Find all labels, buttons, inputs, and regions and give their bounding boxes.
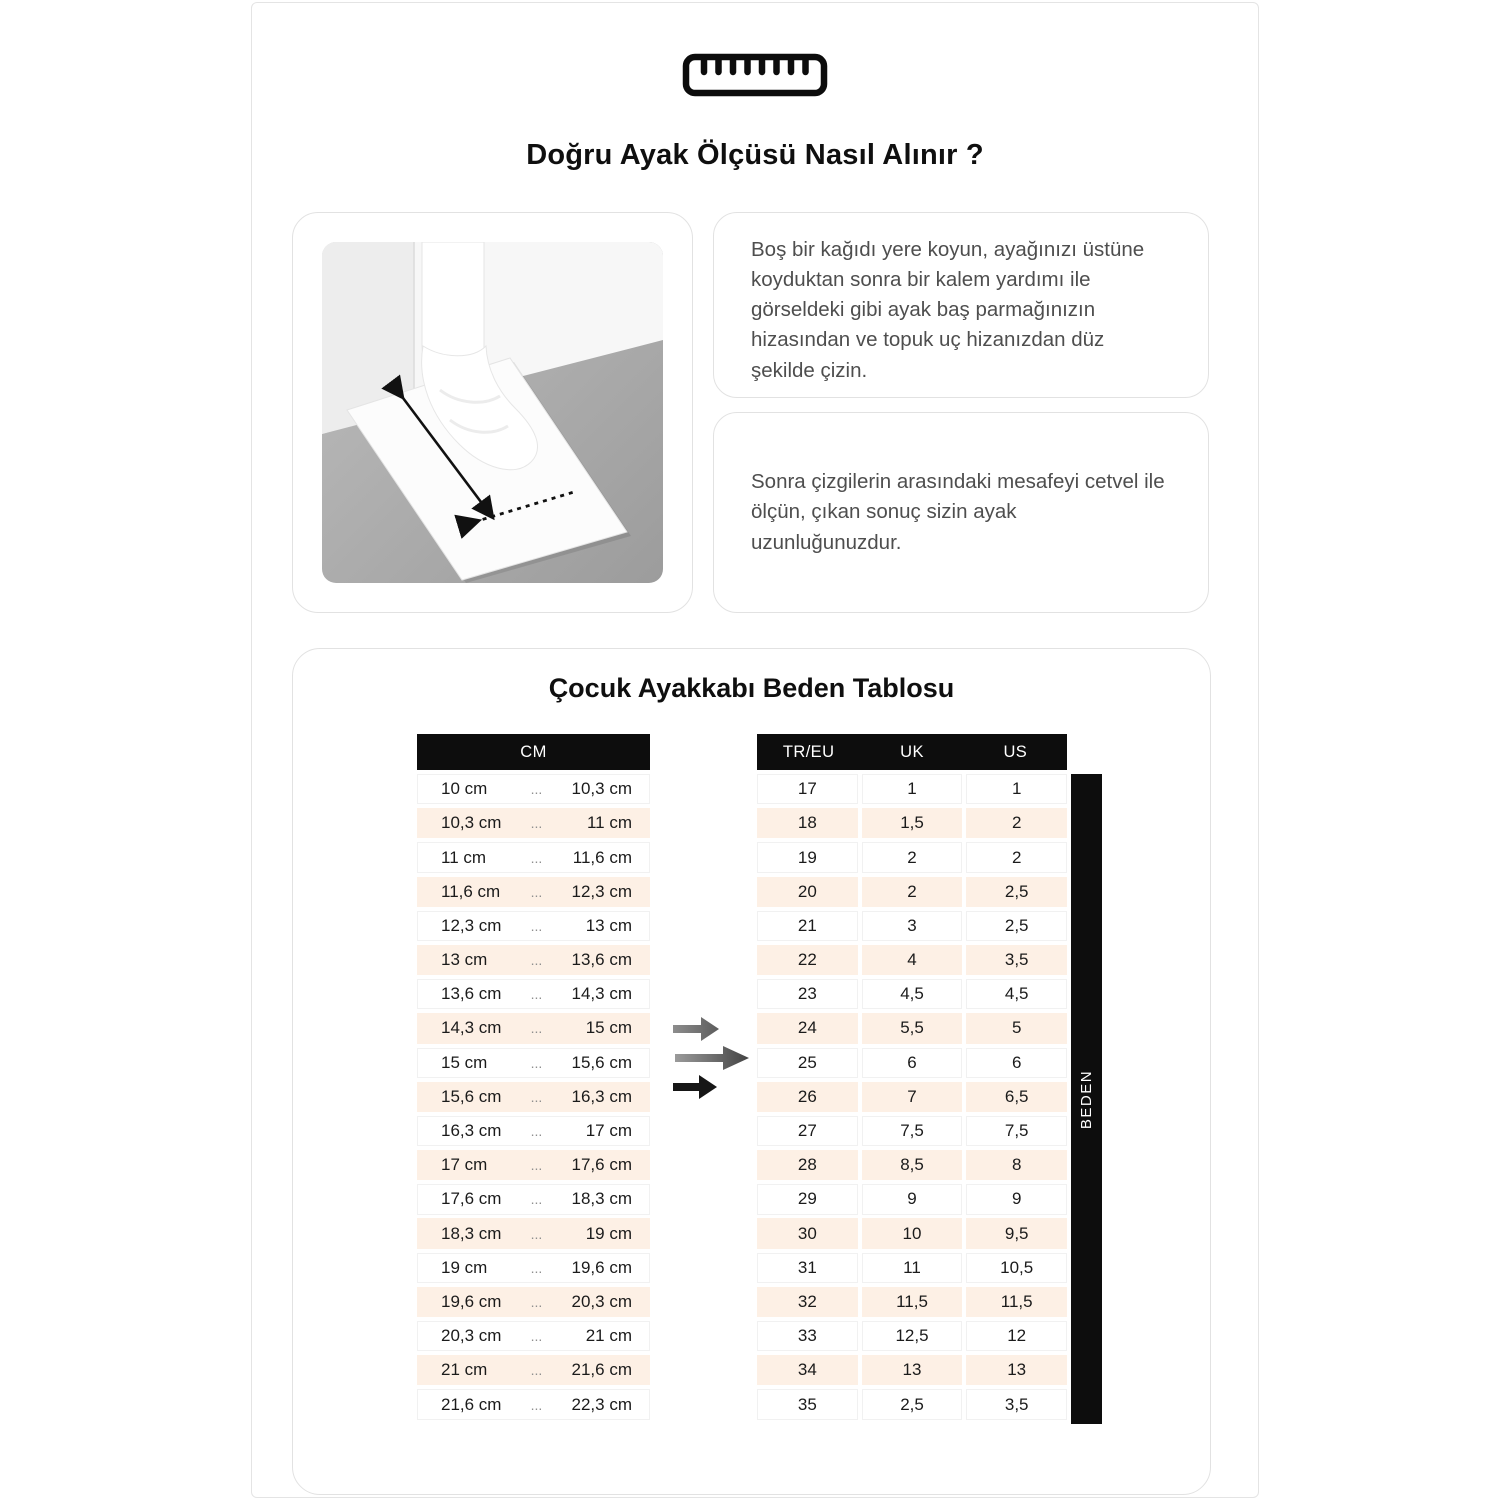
- size-table-body: [757, 774, 1067, 1420]
- size-uk-value: 5,5: [862, 1013, 963, 1043]
- cm-separator: ...: [530, 1191, 543, 1208]
- size-treu-value: 29: [757, 1184, 858, 1214]
- size-treu-value: 25: [757, 1048, 858, 1078]
- cm-max-value: 19 cm: [585, 1223, 632, 1243]
- size-uk-value: 2: [862, 877, 963, 907]
- size-uk-value: 7,5: [862, 1116, 963, 1146]
- size-table-row: [757, 911, 1067, 941]
- size-uk-value: 2,5: [862, 1389, 963, 1419]
- size-table-row: [757, 808, 1067, 838]
- size-table-row: [757, 1287, 1067, 1317]
- cm-min-value: 12,3 cm: [441, 915, 502, 935]
- size-table-row: [757, 1355, 1067, 1385]
- cm-separator: ...: [530, 1259, 543, 1276]
- cm-separator: ...: [530, 1293, 543, 1310]
- cm-max-value: 13 cm: [585, 915, 632, 935]
- size-treu-value: 20: [757, 877, 858, 907]
- foot-measurement-photo: [322, 242, 663, 583]
- size-us-value: 3,5: [966, 945, 1067, 975]
- size-table-row: [757, 1082, 1067, 1112]
- cm-separator: ...: [530, 781, 543, 798]
- cm-table-row: [417, 1048, 650, 1078]
- cm-table-row: [417, 1150, 650, 1180]
- size-table-row: [757, 1253, 1067, 1283]
- cm-separator: ...: [530, 952, 543, 969]
- cm-max-value: 15,6 cm: [571, 1052, 632, 1072]
- ruler-icon-wrap: [252, 53, 1258, 97]
- size-header-treu: TR/EU: [782, 742, 835, 761]
- size-us-value: 13: [966, 1355, 1067, 1385]
- cm-max-value: 11 cm: [586, 813, 632, 833]
- size-header-uk: UK: [900, 742, 924, 761]
- size-us-value: 5: [966, 1013, 1067, 1043]
- cm-min-value: 11 cm: [441, 847, 487, 867]
- size-treu-value: 35: [757, 1389, 858, 1419]
- cm-min-value: 21,6 cm: [441, 1394, 502, 1414]
- cm-table-row: [417, 1082, 650, 1112]
- size-us-value: 2: [966, 842, 1067, 872]
- size-uk-value: 11,5: [862, 1287, 963, 1317]
- cm-header-label: CM: [520, 742, 547, 761]
- cm-separator: ...: [530, 917, 543, 934]
- size-us-value: 6: [966, 1048, 1067, 1078]
- size-us-value: 4,5: [966, 979, 1067, 1009]
- cm-separator: ...: [530, 849, 543, 866]
- cm-separator: ...: [530, 1054, 543, 1071]
- cm-min-value: 17 cm: [441, 1155, 488, 1175]
- size-treu-value: 32: [757, 1287, 858, 1317]
- instruction-step-1: Boş bir kağıdı yere koyun, ayağınızı üstüne koyduktan sonra bir kalem yardımı ile görseldeki gibi ayak baş parmağınızın hizasından ve topuk uç hizanızdan düz şekilde çizin.: [751, 238, 1145, 382]
- size-table-row: [757, 1013, 1067, 1043]
- cm-max-value: 13,6 cm: [571, 950, 632, 970]
- size-us-value: 11,5: [966, 1287, 1067, 1317]
- cm-min-value: 16,3 cm: [441, 1121, 502, 1141]
- size-treu-value: 33: [757, 1321, 858, 1351]
- cm-separator: ...: [530, 883, 543, 900]
- cm-max-value: 16,3 cm: [571, 1086, 632, 1106]
- size-table-row: [757, 774, 1067, 804]
- size-table-row: [757, 1321, 1067, 1351]
- size-table-row: [757, 979, 1067, 1009]
- cm-table-row: [417, 1389, 650, 1419]
- size-treu-value: 34: [757, 1355, 858, 1385]
- cm-table-row: [417, 1355, 650, 1385]
- size-chart-card: [292, 648, 1211, 1495]
- cm-max-value: 22,3 cm: [571, 1394, 632, 1414]
- cm-table-row: [417, 1321, 650, 1351]
- cm-min-value: 19,6 cm: [441, 1291, 502, 1311]
- cm-max-value: 17 cm: [585, 1121, 632, 1141]
- cm-table-row: [417, 945, 650, 975]
- size-table: [757, 734, 1067, 1420]
- cm-max-value: 17,6 cm: [571, 1155, 632, 1175]
- main-card: [251, 2, 1259, 1498]
- cm-separator: ...: [530, 1328, 543, 1345]
- size-table-row: [757, 1184, 1067, 1214]
- size-table-row: [757, 1389, 1067, 1419]
- cm-table-body: [417, 774, 650, 1420]
- size-uk-value: 11: [862, 1253, 963, 1283]
- size-us-value: 2: [966, 808, 1067, 838]
- beden-label: BEDEN: [1078, 1069, 1095, 1129]
- size-table-row: [757, 877, 1067, 907]
- cm-max-value: 10,3 cm: [571, 779, 632, 799]
- cm-max-value: 20,3 cm: [571, 1291, 632, 1311]
- size-treu-value: 18: [757, 808, 858, 838]
- size-chart-title: Çocuk Ayakkabı Beden Tablosu: [548, 673, 955, 703]
- cm-min-value: 18,3 cm: [441, 1223, 502, 1243]
- ruler-icon: [682, 53, 828, 97]
- size-uk-value: 4: [862, 945, 963, 975]
- size-treu-value: 31: [757, 1253, 858, 1283]
- instruction-step-2: Sonra çizgilerin arasındaki mesafeyi cetvel ile ölçün, çıkan sonuç sizin ayak uzunluğunuzdur.: [751, 470, 1165, 554]
- cm-min-value: 21 cm: [441, 1360, 488, 1380]
- cm-max-value: 11,6 cm: [572, 847, 632, 867]
- cm-table-row: [417, 911, 650, 941]
- size-treu-value: 21: [757, 911, 858, 941]
- cm-table: [417, 734, 650, 1420]
- cm-min-value: 10 cm: [441, 779, 488, 799]
- cm-separator: ...: [530, 1157, 543, 1174]
- size-us-value: 12: [966, 1321, 1067, 1351]
- size-uk-value: 1,5: [862, 808, 963, 838]
- size-treu-value: 22: [757, 945, 858, 975]
- page-title: Doğru Ayak Ölçüsü Nasıl Alınır ?: [526, 139, 984, 171]
- size-us-value: 9,5: [966, 1218, 1067, 1248]
- cm-max-value: 12,3 cm: [571, 881, 632, 901]
- size-us-value: 2,5: [966, 877, 1067, 907]
- size-us-value: 3,5: [966, 1389, 1067, 1419]
- size-uk-value: 7: [862, 1082, 963, 1112]
- cm-max-value: 19,6 cm: [571, 1257, 632, 1277]
- size-uk-value: 13: [862, 1355, 963, 1385]
- size-table-row: [757, 1150, 1067, 1180]
- instruction-card-2: [713, 412, 1209, 613]
- size-treu-value: 19: [757, 842, 858, 872]
- cm-table-row: [417, 1287, 650, 1317]
- size-treu-value: 26: [757, 1082, 858, 1112]
- cm-separator: ...: [530, 1396, 543, 1413]
- size-us-value: 6,5: [966, 1082, 1067, 1112]
- cm-separator: ...: [530, 1362, 543, 1379]
- beden-sidebar: [1071, 774, 1102, 1424]
- cm-table-row: [417, 979, 650, 1009]
- size-table-row: [757, 1048, 1067, 1078]
- size-uk-value: 4,5: [862, 979, 963, 1009]
- size-uk-value: 8,5: [862, 1150, 963, 1180]
- size-us-value: 2,5: [966, 911, 1067, 941]
- cm-min-value: 17,6 cm: [441, 1189, 502, 1209]
- size-treu-value: 27: [757, 1116, 858, 1146]
- size-treu-value: 17: [757, 774, 858, 804]
- cm-min-value: 14,3 cm: [441, 1018, 502, 1038]
- cm-separator: ...: [530, 1020, 543, 1037]
- size-uk-value: 3: [862, 911, 963, 941]
- cm-min-value: 20,3 cm: [441, 1326, 502, 1346]
- cm-table-row: [417, 1116, 650, 1146]
- size-table-row: [757, 1218, 1067, 1248]
- cm-min-value: 19 cm: [441, 1257, 488, 1277]
- size-header-us: US: [1003, 742, 1028, 761]
- size-treu-value: 30: [757, 1218, 858, 1248]
- size-uk-value: 10: [862, 1218, 963, 1248]
- size-uk-value: 12,5: [862, 1321, 963, 1351]
- size-treu-value: 23: [757, 979, 858, 1009]
- cm-max-value: 14,3 cm: [571, 984, 632, 1004]
- size-us-value: 9: [966, 1184, 1067, 1214]
- size-uk-value: 2: [862, 842, 963, 872]
- cm-separator: ...: [530, 1088, 543, 1105]
- cm-table-row: [417, 1218, 650, 1248]
- cm-table-row: [417, 1253, 650, 1283]
- photo-card: [292, 212, 693, 613]
- size-us-value: 7,5: [966, 1116, 1067, 1146]
- size-uk-value: 9: [862, 1184, 963, 1214]
- cm-separator: ...: [530, 986, 543, 1003]
- cm-separator: ...: [530, 1123, 543, 1140]
- size-uk-value: 1: [862, 774, 963, 804]
- transfer-arrows-icon: [671, 1011, 753, 1105]
- size-table-row: [757, 945, 1067, 975]
- cm-max-value: 18,3 cm: [571, 1189, 632, 1209]
- cm-separator: ...: [530, 815, 543, 832]
- size-uk-value: 6: [862, 1048, 963, 1078]
- cm-table-row: [417, 808, 650, 838]
- cm-max-value: 21 cm: [585, 1326, 632, 1346]
- cm-table-row: [417, 1184, 650, 1214]
- size-table-row: [757, 842, 1067, 872]
- cm-table-row: [417, 1013, 650, 1043]
- cm-table-row: [417, 842, 650, 872]
- cm-min-value: 13,6 cm: [441, 984, 502, 1004]
- instruction-card-1: [713, 212, 1209, 398]
- cm-min-value: 11,6 cm: [441, 881, 501, 901]
- cm-min-value: 15,6 cm: [441, 1086, 502, 1106]
- cm-max-value: 21,6 cm: [571, 1360, 632, 1380]
- cm-separator: ...: [530, 1225, 543, 1242]
- size-table-header: [757, 734, 1067, 770]
- size-us-value: 1: [966, 774, 1067, 804]
- cm-min-value: 13 cm: [441, 950, 488, 970]
- cm-min-value: 15 cm: [441, 1052, 488, 1072]
- size-us-value: 10,5: [966, 1253, 1067, 1283]
- size-table-row: [757, 1116, 1067, 1146]
- cm-table-header: [417, 734, 650, 770]
- cm-table-row: [417, 774, 650, 804]
- cm-min-value: 10,3 cm: [441, 813, 502, 833]
- size-treu-value: 28: [757, 1150, 858, 1180]
- cm-table-row: [417, 877, 650, 907]
- size-treu-value: 24: [757, 1013, 858, 1043]
- size-us-value: 8: [966, 1150, 1067, 1180]
- cm-max-value: 15 cm: [585, 1018, 632, 1038]
